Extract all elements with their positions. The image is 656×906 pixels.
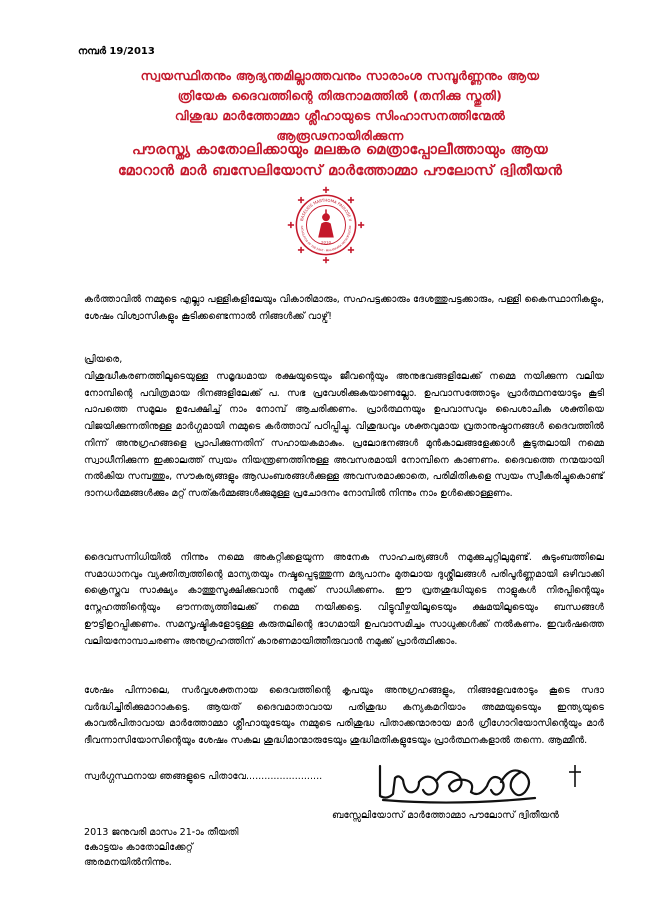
invocation-line-4: ആരൂഢനായിരിക്കുന്ന: [276, 128, 404, 143]
salutation: പ്രിയരെ,: [84, 354, 123, 365]
origin-line: അരമനയിൽനിന്നും.: [84, 857, 172, 868]
signer-name: ബസ്സേലിയോസ് മാർത്തോമ്മാ പൗലോസ് ദ്വിതീയൻ: [332, 810, 559, 821]
reference-number: നമ്പർ 19/2013: [78, 46, 155, 57]
our-father-line: സ്വർഗ്ഗസ്ഥനായ ഞങ്ങളുടെ പിതാവേ.........................: [84, 771, 323, 782]
seal-bottom-text: CATHOLICOS OF THE EAST · MALANKARA METROPOLITAN: [300, 225, 352, 253]
date-line: 2013 ജനുവരി മാസം 21-ാം തീയതി: [84, 827, 239, 838]
place-line: കോട്ടയം കാതോലിക്കേറ്റ്: [84, 842, 193, 853]
paragraph-3: ശേഷം പിന്നാലെ, സർവ്വശക്തനായ ദൈവത്തിന്റെ കൃപയും അനുഗ്രഹങ്ങളും, നിങ്ങളേവരോടും കൂടെ സദാ വർദ്ധിച്ചിരിക്കുമാറാകട്ടെ. ആയത് ദൈവമാതാവായ പരിശുദ്ധ കന്യകമറിയാം അമ്മയുടെയും ഇന്ത്യയുടെ കാവൽപിതാവായ മാർത്തോമ്മാ ശ്ലീഹായുടേയും നമ്മുടെ പരിശുദ്ധ പിതാക്കന്മാരായ മാർ ഗ്രീഗോറിയോസിന്റെയും മാർ ദീവന്നാസിയോസിന്റെയും ശേഷം സകല ശുദ്ധിമാന്മാരുടേയും ശുദ്ധിമതികളുടേയും പ്രാർത്ഥനകളാൽ തന്നെ. ആമ്മീൻ.: [84, 685, 604, 747]
seal-top-text: BASELIOS MARTHOMA PAULOSE II: [298, 197, 354, 222]
invocation-line-3: വിശുദ്ധ മാർത്തോമ്മാ ശ്ലീഹായുടെ സിംഹാസനത്തിന്മേൽ: [174, 108, 506, 123]
greeting-paragraph: കർത്താവിൽ നമ്മുടെ എല്ലാ പള്ളികളിലേയും വികാരിമാരും, സഹപട്ടക്കാരും ദേശത്തുപട്ടക്കാരും, പള്ളി കൈസ്ഥാനികളും, ശേഷം വിശ്വാസികളും കൂടിക്കണ്ടെന്നാൽ നിങ്ങൾക്ക് വാഴ്വ്!: [84, 294, 604, 322]
seal-year: 2010: [321, 239, 331, 245]
catholicos-title-line-2: മോറാൻ മാർ ബസേലിയോസ് മാർത്തോമ്മാ പൗലോസ് ദ്വിതീയൻ: [117, 163, 563, 179]
paragraph-2: ദൈവസന്നിധിയിൽ നിന്നും നമ്മെ അകറ്റിക്കളയുന്ന അനേക സാഹചര്യങ്ങൾ നമുക്കുചുറ്റിലുമുണ്ട്. കുടുംബത്തിലെ സമാധാനവും വ്യക്തിത്വത്തിന്റെ മാന്യതയും നഷ്ടപ്പെടുത്തുന്ന മദ്യപാനം മുതലായ ദുശ്ശീലങ്ങൾ പരിപൂർണ്ണമായി ഒഴിവാക്കി ക്രൈസ്തവ സാക്ഷ്യം കാത്തുസൂക്ഷിക്കുവാൻ നമുക്ക് സാധിക്കണം. ഈ വ്രതശുദ്ധിയുടെ നാളുകൾ നിരപ്പിന്റെയും സ്നേഹത്തിന്റെയും ഔന്നത്യത്തിലേക്ക് നമ്മെ നയിക്കട്ടെ. വിട്ടുവീഴ്ചയിലൂടെയും ക്ഷമയിലൂടെയും ബന്ധങ്ങൾ ഊട്ടിഉറപ്പിക്കണം. സമസൃഷ്ടികളോടുള്ള കരുതലിന്റെ ഭാഗമായി ഉപവാസമിച്ചം സാധുക്കൾക്ക് നൽകണം. ഇവർഷത്തെ വലിയനോമ്പാചരണം അനുഗ്രഹത്തിന് കാരണമായിത്തീരുവാൻ നമുക്ക് പ്രാർത്ഥിക്കാം.: [84, 552, 604, 647]
invocation-line-2: ത്രിയേക ദൈവത്തിന്റെ തിരുനാമത്തിൽ (തനിക്കു സ്തുതി): [177, 88, 503, 103]
paragraph-1: വിശുദ്ധീകരണത്തിലൂടെയുള്ള സമൃദ്ധമായ രക്ഷയുടെയും ജീവന്റെയും അനുഭവങ്ങളിലേക്ക് നമ്മെ നയിക്കുന്ന വലിയ നോമ്പിന്റെ പവിത്രമായ ദിനങ്ങളിലേക്ക് പ. സഭ പ്രവേശിക്കുകയാണല്ലോ. ഉപവാസത്തോടും പ്രാർത്ഥനയോടും കൂടി പാപത്തെ സമൂലം ഉപേക്ഷിച്ച് നാം നോമ്പ് ആചരിക്കണം. പ്രാർത്ഥനയും ഉപവാസവും പൈശാചിക ശക്തിയെ വിജയിക്കുന്നതിനുള്ള മാർഗ്ഗമായി നമ്മുടെ കർത്താവ് പഠിപ്പിച്ചു. വിശുദ്ധവും ശക്തവുമായ വ്രതാനുഷ്ഠാനങ്ങൾ ദൈവത്തിൽ നിന്ന് അനുഗ്രഹങ്ങളെ പ്രാപിക്കുന്നതിന് സഹായകമാകും. പ്രലോഭനങ്ങൾ മുൻകാലങ്ങളേക്കാൾ കൂടുതലായി നമ്മെ സ്വാധീനിക്കുന്ന ഇക്കാലത്ത് സ്വയം നിയന്ത്രണത്തിനുള്ള അവസരമായി നോമ്പിനെ കാണണം. ദൈവത്തെ നന്മയായി നൽകിയ സമ്പത്തും, സൗകര്യങ്ങളും ആഡംബരങ്ങൾക്കുള്ള അവസരമാക്കാതെ, പരിമിതികളെ സ്വയം സ്വീകരിച്ചുകൊണ്ട് ദാനധർമ്മങ്ങൾക്കും മറ്റ് സത്കർമ്മങ്ങൾക്കുമുള്ള പ്രചോദനം നോമ്പിൽ നിന്നും നാം ഉൾക്കൊള്ളണം.: [84, 371, 604, 499]
catholicate-seal-icon: [287, 186, 365, 264]
invocation-title: [60, 66, 620, 146]
cross-icon: [567, 764, 583, 788]
handwritten-signature-icon: [375, 756, 555, 808]
catholicos-title-line-1: പൗരസ്ത്യ കാതോലിക്കായും മലങ്കര മെത്രാപ്പോലീത്തായും ആയ: [132, 142, 548, 158]
catholicos-title: [60, 140, 620, 182]
invocation-line-1: സ്വയസ്ഥിതനും ആദ്യന്തമില്ലാത്തവനും സാരാംശ സമ്പൂർണ്ണനും ആയ: [140, 68, 540, 83]
